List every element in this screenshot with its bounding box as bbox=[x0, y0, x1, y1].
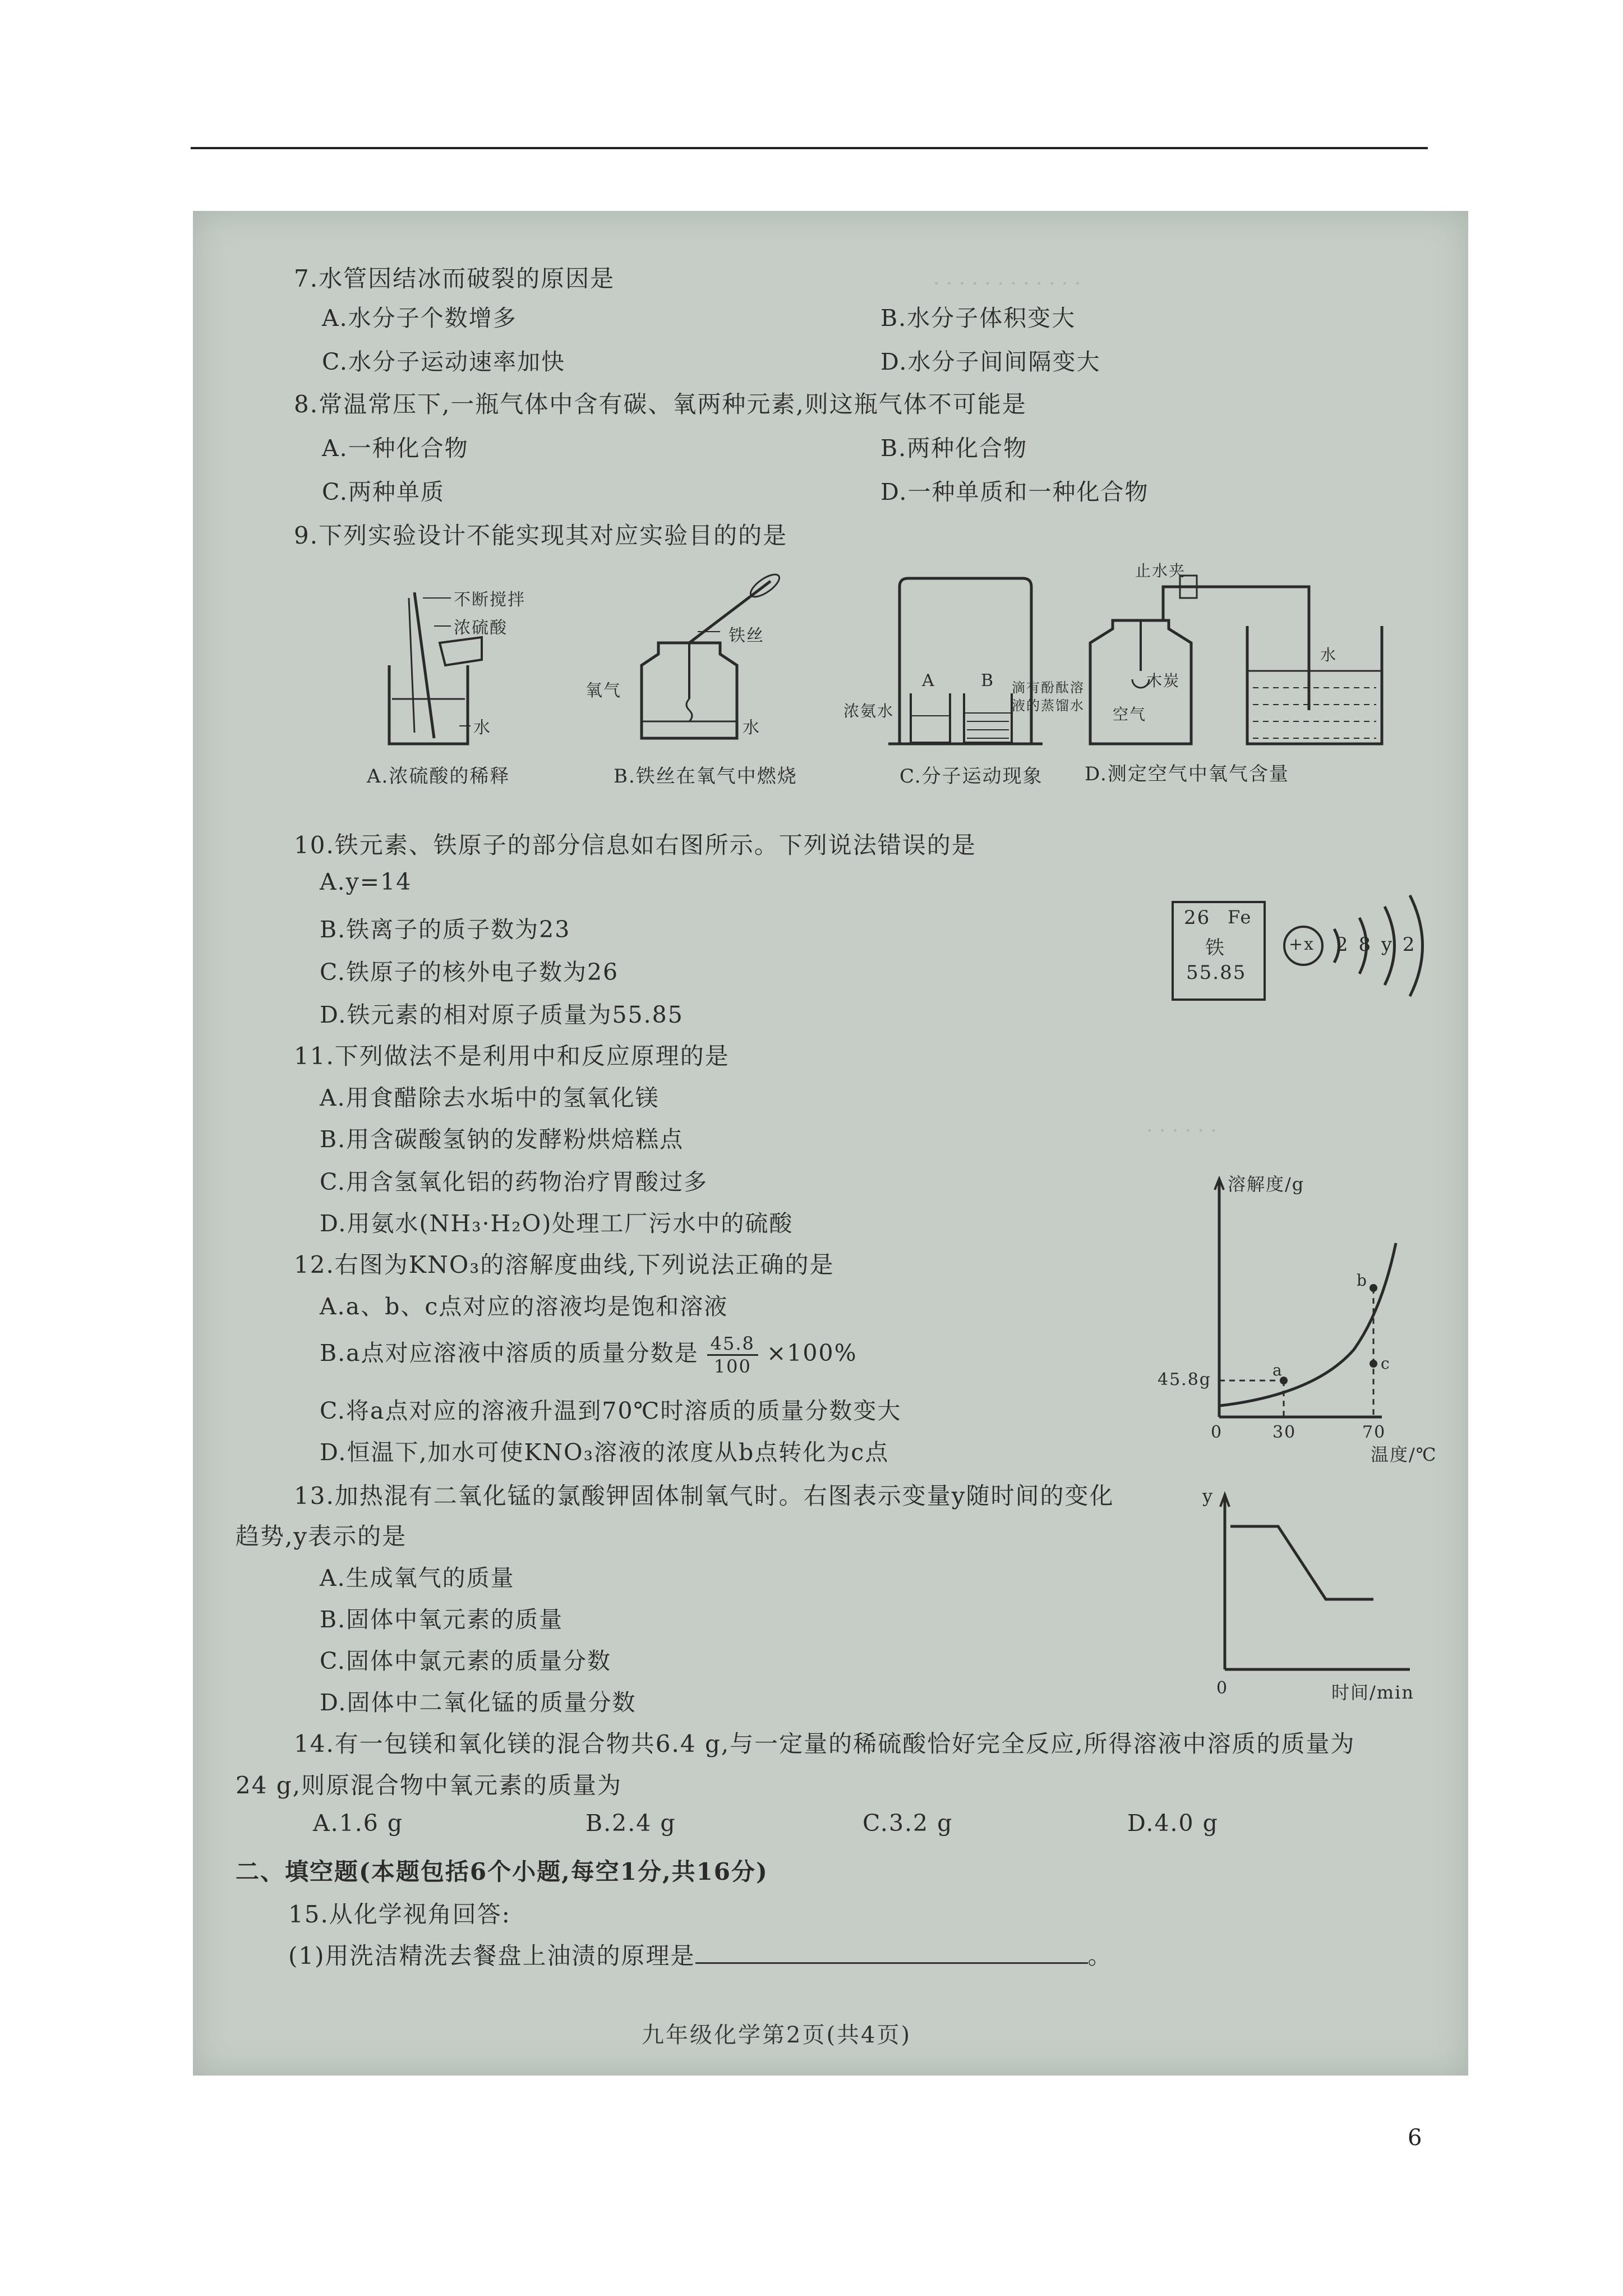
graph1-point-b: b bbox=[1357, 1271, 1368, 1290]
fig-d-label-charcoal: 木炭 bbox=[1146, 671, 1181, 690]
q7-option-d: D.水分子间间隔变大 bbox=[880, 348, 1101, 375]
q8-option-a: A.一种化合物 bbox=[322, 435, 469, 462]
graph1-origin: 0 bbox=[1211, 1423, 1223, 1442]
q13-option-d: D.固体中二氧化锰的质量分数 bbox=[320, 1689, 637, 1716]
q13-stem-line1: 13.加热混有二氧化锰的氯酸钾固体制氧气时。右图表示变量y随时间的变化 bbox=[294, 1482, 1114, 1510]
q10-stem: 10.铁元素、铁原子的部分信息如右图所示。下列说法错误的是 bbox=[294, 831, 976, 859]
fig-a-label-water: 水 bbox=[473, 718, 491, 738]
q11-option-d: D.用氨水(NH₃·H₂O)处理工厂污水中的硫酸 bbox=[320, 1210, 794, 1237]
atom-shells: 2 8 y 2 bbox=[1336, 933, 1417, 956]
q12-stem: 12.右图为KNO₃的溶解度曲线,下列说法正确的是 bbox=[294, 1251, 834, 1278]
graph1-xlabel: 温度/℃ bbox=[1371, 1444, 1437, 1465]
q12-option-d: D.恒温下,加水可使KNO₃溶液的浓度从b点转化为c点 bbox=[320, 1439, 889, 1466]
q12-fraction bbox=[707, 1333, 758, 1377]
q12-option-b bbox=[320, 1333, 857, 1377]
figure-molecule-motion bbox=[843, 576, 1085, 794]
iron-atom-diagram bbox=[1281, 878, 1449, 1013]
q10-option-b: B.铁离子的质子数为23 bbox=[320, 916, 571, 943]
fig-c-label-b: B bbox=[981, 671, 995, 691]
fig-c-caption: C.分子运动现象 bbox=[900, 765, 1043, 788]
q7-option-b: B.水分子体积变大 bbox=[880, 305, 1076, 332]
q12-option-a: A.a、b、c点对应的溶液均是饱和溶液 bbox=[320, 1293, 728, 1320]
q15-part1-text: (1)用洗洁精洗去餐盘上油渍的原理是 bbox=[288, 1942, 695, 1970]
q7-stem: 7.水管因结冰而破裂的原因是 bbox=[294, 265, 615, 292]
fig-b-label-water: 水 bbox=[743, 718, 760, 738]
graph1-x30: 30 bbox=[1272, 1423, 1297, 1442]
q13-stem-line2: 趋势,y表示的是 bbox=[236, 1522, 407, 1550]
graph1-point-a: a bbox=[1272, 1361, 1283, 1379]
graph2-origin: 0 bbox=[1216, 1678, 1229, 1698]
graph1-point-c: c bbox=[1381, 1354, 1391, 1373]
fig-d-label-clamp: 止水夹 bbox=[1135, 562, 1186, 580]
graph1-x70: 70 bbox=[1362, 1423, 1386, 1442]
header-rule bbox=[191, 147, 1428, 149]
fig-b-label-oxygen: 氧气 bbox=[585, 681, 621, 701]
q13-option-a: A.生成氧气的质量 bbox=[320, 1565, 515, 1591]
q14-stem-line2: 24 g,则原混合物中氧元素的质量为 bbox=[236, 1772, 623, 1799]
fig-b-label-wire: 铁丝 bbox=[728, 626, 764, 646]
q11-option-a: A.用食醋除去水垢中的氢氧化镁 bbox=[320, 1084, 660, 1111]
q15-part1-end: 。 bbox=[1087, 1942, 1113, 1970]
q8-option-b: B.两种化合物 bbox=[880, 435, 1028, 462]
q8-option-d: D.一种单质和一种化合物 bbox=[880, 478, 1149, 505]
kno3-solubility-graph bbox=[1146, 1170, 1460, 1465]
q8-stem: 8.常温常压下,一瓶气体中含有碳、氧两种元素,则这瓶气体不可能是 bbox=[294, 390, 1027, 418]
graph1-ylabel: 溶解度/g bbox=[1228, 1174, 1305, 1195]
figure-oxygen-content bbox=[1068, 559, 1404, 794]
atom-nucleus: +x bbox=[1289, 935, 1315, 954]
q12-fraction-denominator: 100 bbox=[713, 1356, 751, 1377]
page-number: 6 bbox=[1408, 2125, 1422, 2151]
graph2-xlabel: 时间/min bbox=[1331, 1682, 1414, 1703]
q10-option-d: D.铁元素的相对原子质量为55.85 bbox=[320, 1001, 684, 1028]
q15-answer-blank[interactable] bbox=[695, 1945, 1088, 1964]
graph1-yval: 45.8g bbox=[1158, 1370, 1212, 1389]
element-card-iron bbox=[1172, 901, 1266, 1001]
section-fill-in: 二、填空题(本题包括6个小题,每空1分,共16分) bbox=[236, 1858, 768, 1885]
q13-option-b: B.固体中氧元素的质量 bbox=[320, 1606, 564, 1633]
q14-option-d: D.4.0 g bbox=[1127, 1810, 1219, 1837]
fig-a-label-acid: 浓硫酸 bbox=[454, 618, 508, 638]
figure-iron-burning bbox=[580, 570, 815, 794]
fig-a-label-stir: 不断搅拌 bbox=[454, 590, 525, 610]
q11-stem: 11.下列做法不是利用中和反应原理的是 bbox=[294, 1042, 730, 1070]
fig-c-label-ammonia: 浓氨水 bbox=[843, 702, 895, 720]
figure-acid-dilution bbox=[361, 581, 574, 794]
q10-option-a: A.y=14 bbox=[320, 868, 412, 895]
q11-option-c: C.用含氢氧化铝的药物治疗胃酸过多 bbox=[320, 1168, 708, 1195]
q14-option-c: C.3.2 g bbox=[863, 1810, 953, 1837]
q15-part1 bbox=[288, 1938, 1113, 1971]
element-number: 26 bbox=[1184, 907, 1211, 929]
fig-d-label-water: 水 bbox=[1320, 646, 1338, 664]
q7-option-c: C.水分子运动速率加快 bbox=[322, 348, 565, 375]
q7-option-a: A.水分子个数增多 bbox=[322, 305, 517, 332]
q13-option-c: C.固体中氯元素的质量分数 bbox=[320, 1648, 611, 1674]
element-symbol: Fe bbox=[1228, 907, 1252, 928]
q9-stem: 9.下列实验设计不能实现其对应实验目的的是 bbox=[294, 522, 788, 549]
q12-option-c: C.将a点对应的溶液升温到70℃时溶质的质量分数变大 bbox=[320, 1397, 902, 1424]
q12-option-b-text: B.a点对应溶液中溶质的质量分数是 bbox=[320, 1340, 699, 1366]
fig-d-caption: D.测定空气中氧气含量 bbox=[1085, 763, 1289, 785]
fig-c-label-a: A bbox=[922, 671, 935, 691]
q8-option-c: C.两种单质 bbox=[322, 478, 445, 505]
exam-page-photo: · · · · · · · · · · · · · · · · · · 7.水管因结冰而破裂的原因是 A.水分子个数增多 B.水分子体积变大 C.水分子运动速率加快 D.水分子间间隔变大 8.常温常压下,一瓶气体中含有碳、氧两种元素,则这瓶气体不可能是 A.一种化合物 B.两种化合物 C.两种单质 D.一种单质和一种化合物 9.下列实验设计不能实现其对应实验目的的是 不断搅拌 浓硫酸 水 A.浓硫酸的稀释 铁丝 氧气 水 B.铁丝在氧气中燃烧 浓氨水 A B 滴有酚酞溶 液的蒸馏水 C.分子运动现象 止水夹 木炭 空气 水 D.测定空气中氧气含量 10.铁元素、铁原子的部分信息如右图所示。下列说法错误的是 A.y=14 B.铁离子的质子数为23 C.铁原子的核外电子数为26 D.铁元素的相对原子质量为55.85 26 Fe 铁 55.85 +x 2 8 y 2 11.下列做法不是利用中和反应原理的是 A.用食醋除去水垢中的氢氧化镁 B.用含碳酸氢钠的发酵粉烘焙糕点 C.用含氢氧化铝的药物治疗胃酸过多 D.用氨水(NH₃·H₂O)处理工厂污水中的硫酸 12.右图为KNO₃的溶解度曲线,下列说法正确的是 A.a、b、c点对应的溶液均是饱和溶液 B.a点对应溶液中溶质的质量分数是 $\frac{45.8}{100}$ ×100% C.将a点对应的溶液升温到70℃时溶质的质量分数变大 D.恒温下,加水可使KNO₃溶液的浓度从b点转化为c点 溶解度/g 45.8g a b c 0 30 70 温度/℃ 13.加热混有二氧化锰的氯酸钾固体制氧气时。右图表示变量y随时间的变化 趋势,y表示的是 A.生成氧气的质量 B.固体中氧元素的质量 C.固体中氯元素的质量分数 D.固体中二氧化锰的质量分数 y 0 时间/min 14.有一包镁和氧化镁的混合物共6.4 g,与一定量的稀硫酸恰好完全反应,所得溶液中溶质的质量为 24 g,则原混合物中氧元素的质量为 A.1.6 g B.2.4 g C.3.2 g D.4.0 g 二、填空题(本题包括6个小题,每空1分,共16分) 15.从化学视角回答: (1)用洗洁精洗去餐盘上油渍的原理是 。 九年级化学第2页(共4页) bbox=[193, 211, 1468, 2076]
q12-option-b-suffix: ×100% bbox=[766, 1340, 857, 1366]
q10-option-c: C.铁原子的核外电子数为26 bbox=[320, 959, 619, 986]
page-footer: 九年级化学第2页(共4页) bbox=[642, 2022, 912, 2048]
q14-stem-line1: 14.有一包镁和氧化镁的混合物共6.4 g,与一定量的稀硫酸恰好完全反应,所得溶液中溶质的质量为 bbox=[294, 1730, 1355, 1757]
q15-stem: 15.从化学视角回答: bbox=[288, 1901, 511, 1928]
fig-a-caption: A.浓硫酸的稀释 bbox=[367, 765, 510, 788]
graph2-ylabel: y bbox=[1202, 1485, 1214, 1507]
element-mass: 55.85 bbox=[1186, 961, 1247, 984]
fig-b-caption: B.铁丝在氧气中燃烧 bbox=[614, 765, 797, 788]
q14-option-a: A.1.6 g bbox=[313, 1810, 404, 1837]
q12-fraction-numerator: 45.8 bbox=[707, 1333, 758, 1356]
element-name: 铁 bbox=[1205, 937, 1225, 959]
fig-d-label-air: 空气 bbox=[1113, 705, 1147, 724]
q14-option-b: B.2.4 g bbox=[585, 1810, 676, 1837]
fig-c-label-phenol2: 液的蒸馏水 bbox=[1012, 698, 1085, 714]
y-time-graph bbox=[1186, 1484, 1421, 1703]
q11-option-b: B.用含碳酸氢钠的发酵粉烘焙糕点 bbox=[320, 1126, 684, 1153]
fig-c-label-phenol1: 滴有酚酞溶 bbox=[1012, 680, 1085, 696]
